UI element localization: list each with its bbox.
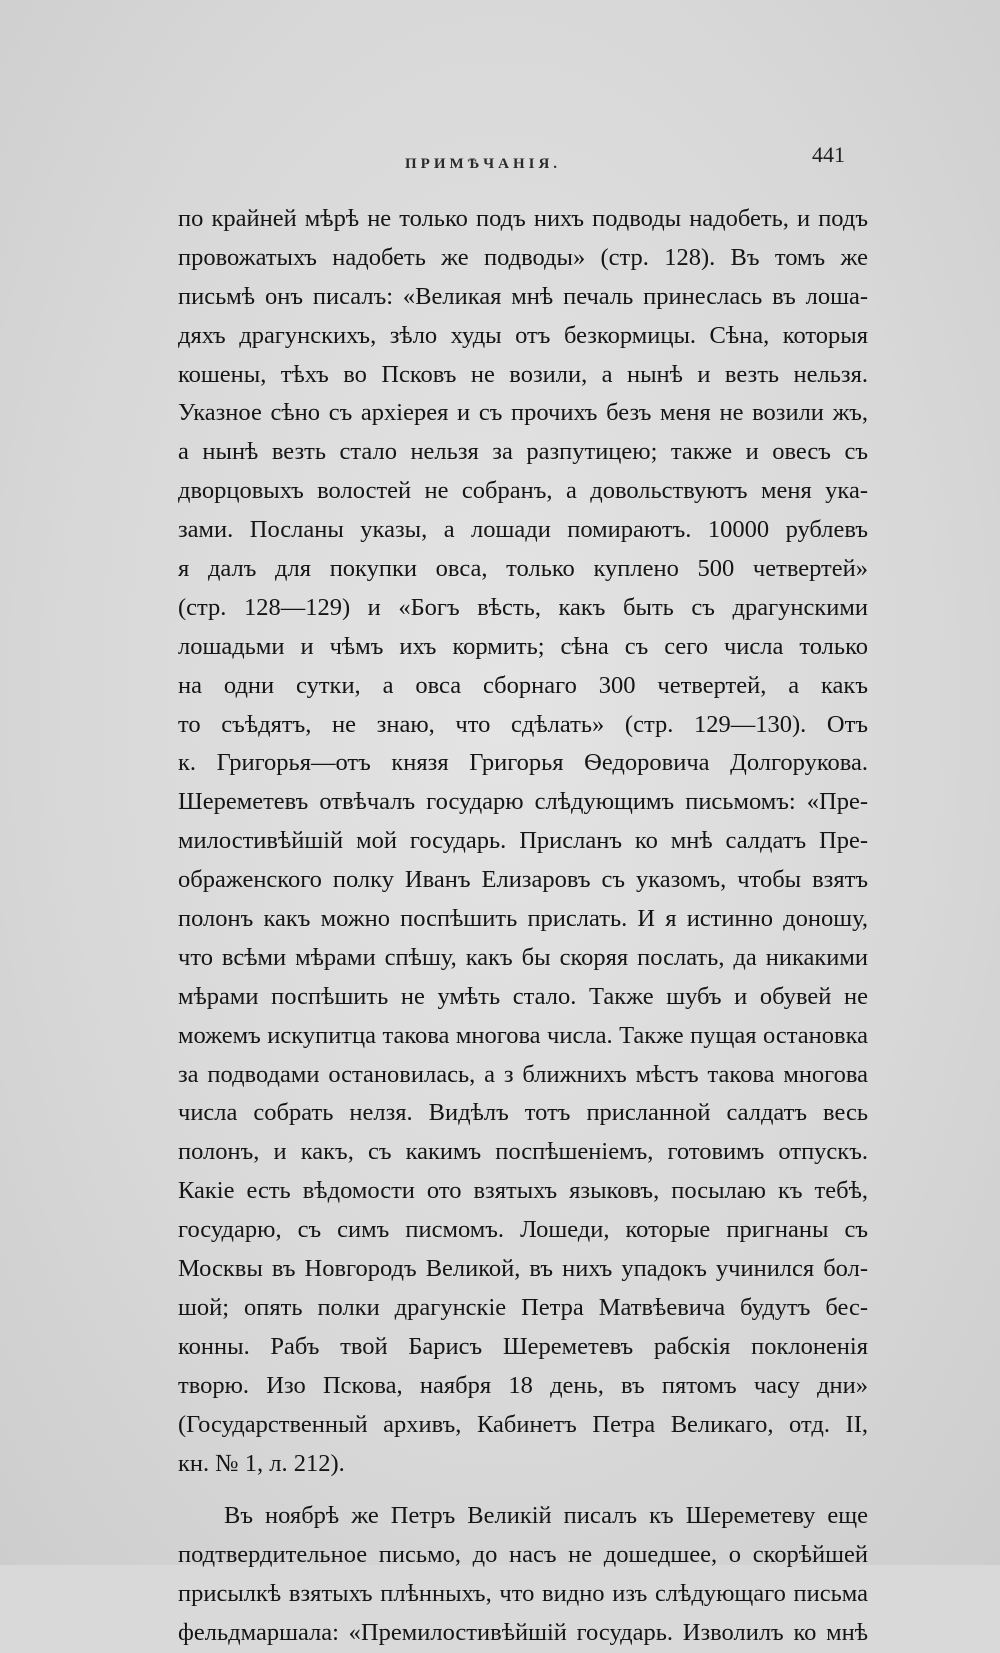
text-line: ображенского полку Иванъ Елизаровъ съ указомъ, чтобы взятъ [178,866,868,894]
text-line: (стр. 128—129) и «Богъ вѣсть, какъ быть съ драгунскими [178,593,868,621]
text-line: Москвы въ Новгородъ Великой, въ нихъ упадокъ учинился бол- [178,1255,868,1283]
text-line: полонъ какъ можно поспѣшить прислать. И я истинно доношу, [178,905,868,933]
paragraph-2 [178,1497,868,1653]
text-line: по крайней мѣрѣ не только подъ нихъ подводы надобеть, и подъ [178,205,868,232]
text-line: мѣрами поспѣшить не умѣть стало. Также шубъ и обувей не [178,982,868,1010]
text-line: Какіе есть вѣдомости ото взятыхъ языковъ, посылаю къ тебѣ, [178,1177,868,1205]
text-line: творю. Изо Пскова, наября 18 день, въ пятомъ часу дни» [178,1371,868,1399]
text-line: числа собрать нелзя. Видѣлъ тотъ присланной салдатъ весь [178,1099,868,1127]
text-line: милостивѣйшій мой государь. Присланъ ко мнѣ салдатъ Пре- [178,827,868,855]
text-line: я далъ для покупки овса, только куплено 500 четвертей» [178,555,868,583]
text-line: а нынѣ везть стало нельзя за разпутицею; также и овесъ съ [178,438,868,466]
text-line: лошадьми и чѣмъ ихъ кормить; сѣна съ сего числа только [178,632,868,660]
text-line: Шереметевъ отвѣчалъ государю слѣдующимъ письмомъ: «Пре- [178,788,868,816]
paragraph-1 [178,200,868,1483]
text-line: за подводами остановилась, а з ближнихъ мѣстъ такова многова [178,1060,868,1088]
text-line: фельдмаршала: «Премилостивѣйшій государь. Изволилъ ко мнѣ [178,1619,868,1647]
running-head: ПРИМѢЧАНІЯ. [405,156,562,172]
text-line: (Государственный архивъ, Кабинетъ Петра Великаго, отд. II, [178,1410,868,1438]
text-line: Указное сѣно съ архіерея и съ прочихъ безъ меня не возили жъ, [178,399,868,427]
text-line: полонъ, и какъ, съ какимъ поспѣшеніемъ, готовимъ отпускъ. [178,1138,868,1166]
text-line: Въ ноябрѣ же Петръ Великій писалъ къ Шереметеву еще [224,1502,868,1530]
text-line: дяхъ драгунскихъ, зѣло худы отъ безкормицы. Сѣна, которыя [178,321,868,349]
text-line: письмѣ онъ писалъ: «Великая мнѣ печаль принеслась въ лоша- [178,282,868,310]
text-line: подтвердительное письмо, до насъ не дошедшее, о скорѣйшей [178,1541,868,1569]
text-line: государю, съ симъ писмомъ. Лошеди, которые пригнаны съ [178,1216,868,1244]
text-line: то съѣдятъ, не знаю, что сдѣлать» (стр. 129—130). Отъ [178,710,868,738]
text-line: кошены, тѣхъ во Псковъ не возили, а нынѣ и везть нельзя. [178,360,868,388]
text-line: к. Григорья—отъ князя Григорья Ѳедоровича Долгорукова. [178,749,868,777]
text-line: присылкѣ взятыхъ плѣнныхъ, что видно изъ слѣдующаго письма [178,1580,868,1608]
page-number: 441 [812,142,845,167]
text-line: зами. Посланы указы, а лошади помираютъ. 10000 рублевъ [178,516,868,544]
text-line: шой; опять полки драгунскіе Петра Матвѣевича будутъ бес- [178,1293,868,1321]
text-line: провожатыхъ надобеть же подводы» (стр. 128). Въ томъ же [178,243,868,271]
text-line: что всѣми мѣрами спѣшу, какъ бы скоряя послать, да никакими [178,943,868,971]
paragraph-gap [178,1483,868,1497]
text-line: на одни сутки, а овса сборнаго 300 четвертей, а какъ [178,671,868,699]
text-line: конны. Рабъ твой Барисъ Шереметевъ рабскія поклоненія [178,1332,868,1360]
text-line: дворцовыхъ волостей не собранъ, а довольствуютъ меня ука- [178,477,868,505]
text-line: можемъ искупитца такова многова числа. Также пущая остановка [178,1021,868,1049]
body-text [178,200,868,1653]
text-line: кн. № 1, л. 212). [178,1449,345,1477]
